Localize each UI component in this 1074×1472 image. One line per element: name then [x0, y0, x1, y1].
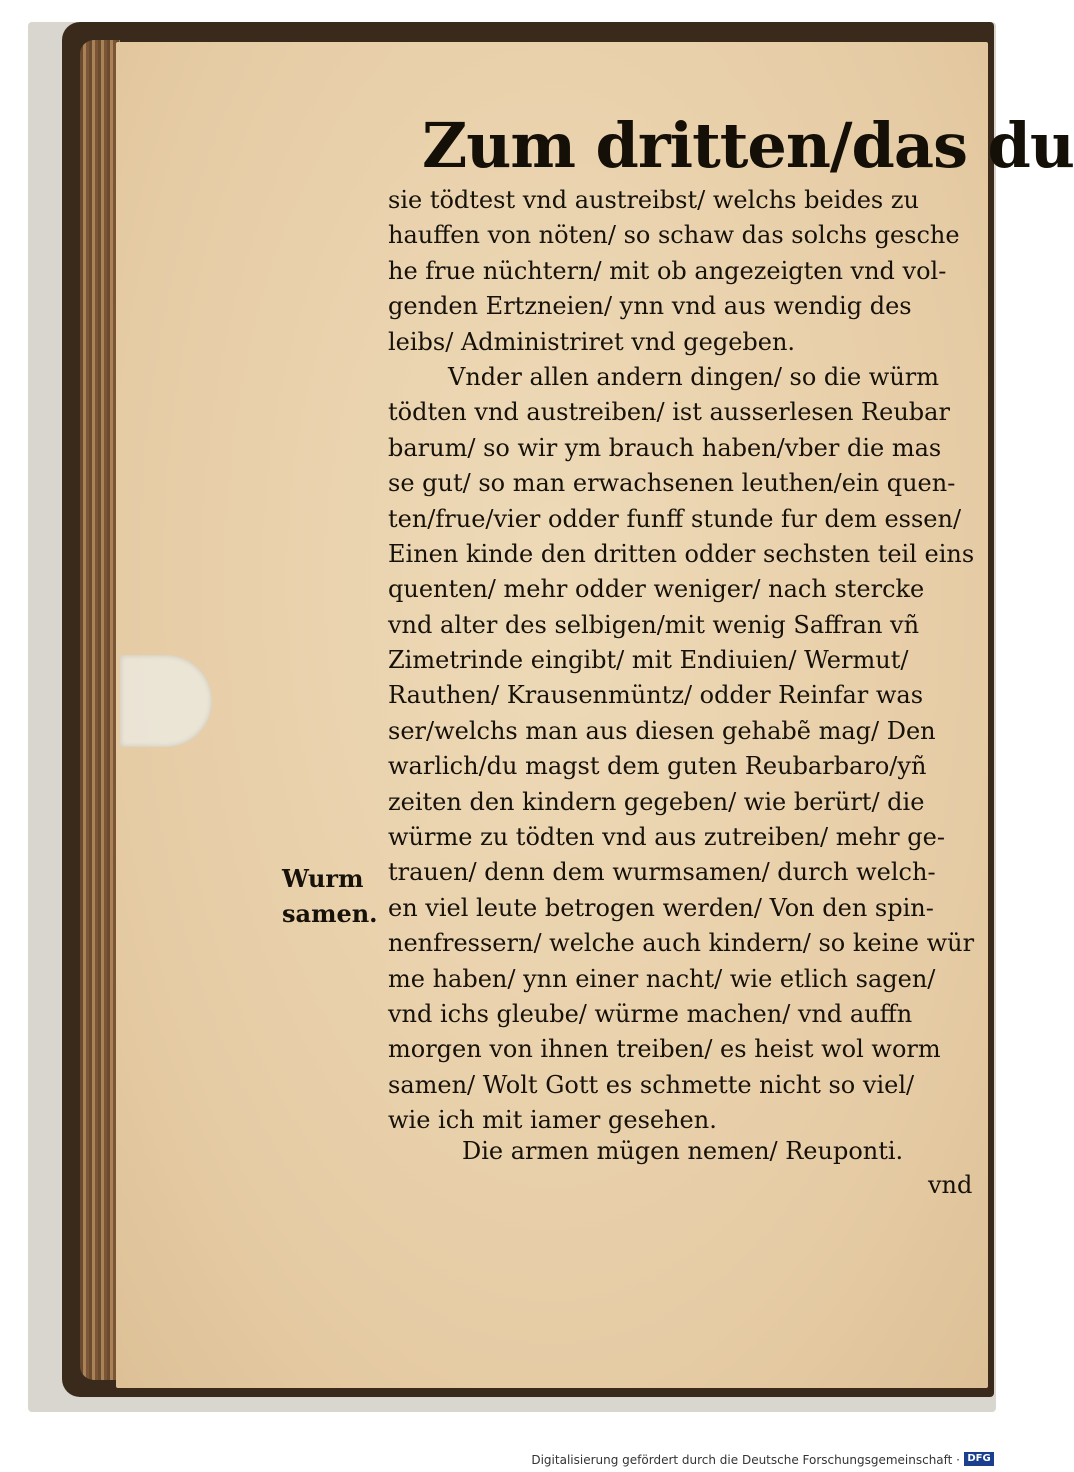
text-line: me haben/ ynn einer nacht/ wie etlich sagen/	[388, 964, 936, 993]
text-line: barum/ so wir ym brauch haben/vber die mas	[388, 433, 942, 462]
margin-note-line1: Wurm	[282, 864, 364, 893]
text-line: genden Ertzneien/ ynn vnd aus wendig des	[388, 292, 912, 321]
text-line: quenten/ mehr odder weniger/ nach stercke	[388, 575, 925, 604]
text-line: zeiten den kindern gegeben/ wie berürt/ die	[388, 787, 925, 816]
closing-line: Die armen mügen nemen/ Reuponti.	[462, 1137, 904, 1165]
text-line: samen/ Wolt Gott es schmette nicht so viel/	[388, 1070, 915, 1099]
text-line: Zimetrinde eingibt/ mit Endiuien/ Wermut/	[388, 646, 909, 675]
dfg-logo: DFG	[964, 1452, 994, 1466]
text-line: warlich/du magst dem guten Reubarbaro/yñ	[388, 752, 927, 781]
text-line: würme zu tödten vnd aus zutreiben/ mehr ge-	[388, 823, 945, 852]
page-edges	[80, 40, 120, 1380]
text-line: sie tödtest vnd austreibst/ welchs beides zu	[388, 186, 919, 214]
text-line: vnd ichs gleube/ würme machen/ vnd auffn	[388, 999, 913, 1028]
text-line: he frue nüchtern/ mit ob angezeigten vnd vol-	[388, 256, 947, 285]
page-clip-tab	[120, 655, 212, 747]
text-line: ten/frue/vier odder funff stunde fur dem essen/	[388, 504, 962, 533]
text-line: se gut/ so man erwachsenen leuthen/ein quen-	[388, 469, 956, 498]
body-text	[388, 183, 988, 1139]
text-line: wie ich mit iamer gesehen.	[388, 1106, 717, 1135]
text-line: trauen/ denn dem wurmsamen/ durch welch-	[388, 858, 936, 887]
page-heading: Zum dritten/das du	[422, 109, 1074, 182]
footer-bar	[0, 1448, 1000, 1472]
catchword: vnd	[928, 1171, 973, 1199]
text-line: hauffen von nöten/ so schaw das solchs gesche	[388, 221, 960, 250]
text-line: leibs/ Administriret vnd gegeben.	[388, 327, 796, 356]
text-line: Rauthen/ Krausenmüntz/ odder Reinfar was	[388, 681, 924, 710]
funding-notice: Digitalisierung gefördert durch die Deutsche Forschungsgemeinschaft ·	[531, 1453, 960, 1467]
margin-note-line2: samen.	[282, 899, 378, 928]
text-line: Vnder allen andern dingen/ so die würm	[448, 362, 940, 391]
text-line: morgen von ihnen treiben/ es heist wol worm	[388, 1035, 941, 1064]
text-line: tödten vnd austreiben/ ist ausserlesen Reubar	[388, 398, 950, 427]
text-line: en viel leute betrogen werden/ Von den spin-	[388, 893, 934, 922]
text-line: vnd alter des selbigen/mit wenig Saffran vñ	[388, 610, 920, 639]
text-line: nenfressern/ welche auch kindern/ so keine wür	[388, 929, 975, 958]
text-line: ser/welchs man aus diesen gehabẽ mag/ Den	[388, 716, 936, 745]
text-line: Einen kinde den dritten odder sechsten teil eins	[388, 539, 975, 568]
